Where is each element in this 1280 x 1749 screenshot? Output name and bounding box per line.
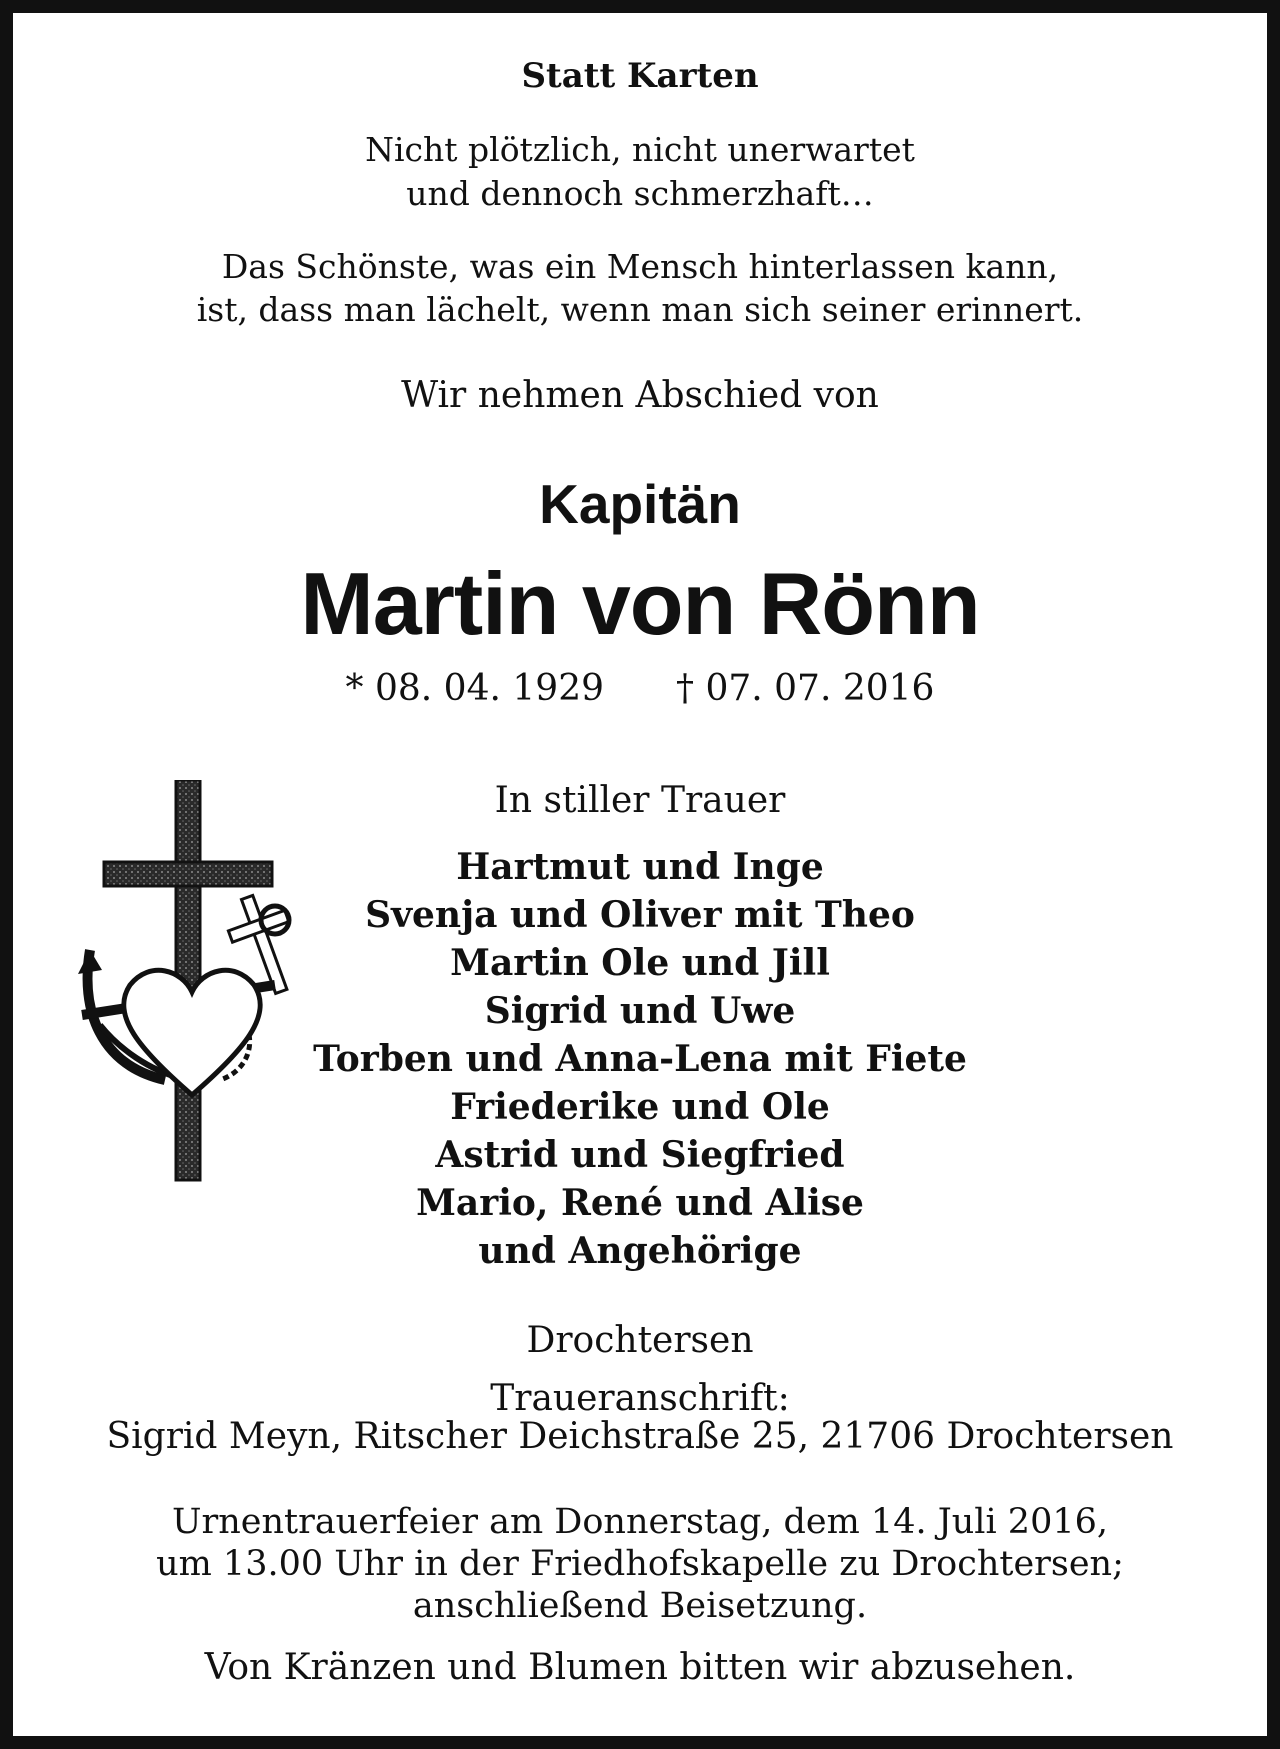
- town-line: Drochtersen: [526, 1320, 754, 1361]
- intro-line: und dennoch schmerzhaft…: [406, 174, 874, 213]
- service-line: um 13.00 Uhr in der Friedhofskapelle zu Drochtersen;: [156, 1544, 1124, 1584]
- death-date: † 07. 07. 2016: [676, 668, 935, 709]
- closing-line: Von Kränzen und Blumen bitten wir abzusehen.: [204, 1647, 1076, 1688]
- mourner-line: Friederike und Ole: [450, 1086, 830, 1128]
- notice-heading: Statt Karten: [521, 56, 759, 96]
- life-dates: [0, 668, 1280, 709]
- service-line: anschließend Beisetzung.: [412, 1586, 868, 1626]
- deceased-title: Kapitän: [539, 473, 741, 535]
- mourner-line: Hartmut und Inge: [456, 846, 824, 888]
- mourner-line: Sigrid und Uwe: [484, 990, 796, 1032]
- mourner-line: Mario, René und Alise: [416, 1182, 864, 1224]
- intro-line: Nicht plötzlich, nicht unerwartet: [365, 130, 915, 169]
- mourning-address: Sigrid Meyn, Ritscher Deichstraße 25, 21706 Drochtersen: [106, 1416, 1174, 1457]
- service-line: Urnentrauerfeier am Donnerstag, dem 14. Juli 2016,: [172, 1502, 1108, 1542]
- quote-line: Das Schönste, was ein Mensch hinterlassen kann,: [221, 247, 1059, 286]
- mourner-line: Martin Ole und Jill: [450, 942, 830, 984]
- quote-line: ist, dass man lächelt, wenn man sich seiner erinnert.: [196, 290, 1084, 329]
- cross-anchor-heart-icon: [70, 780, 310, 1190]
- birth-date: * 08. 04. 1929: [345, 668, 604, 709]
- deceased-name: Martin von Rönn: [300, 554, 980, 653]
- mourner-line: Svenja und Oliver mit Theo: [365, 894, 915, 936]
- mourning-line: In stiller Trauer: [494, 780, 786, 821]
- mourner-line: Torben und Anna-Lena mit Fiete: [313, 1038, 967, 1080]
- address-label: Traueranschrift:: [490, 1378, 790, 1419]
- mourner-line: und Angehörige: [478, 1230, 802, 1272]
- mourner-line: Astrid und Siegfried: [435, 1134, 845, 1176]
- farewell-line: Wir nehmen Abschied von: [401, 375, 879, 416]
